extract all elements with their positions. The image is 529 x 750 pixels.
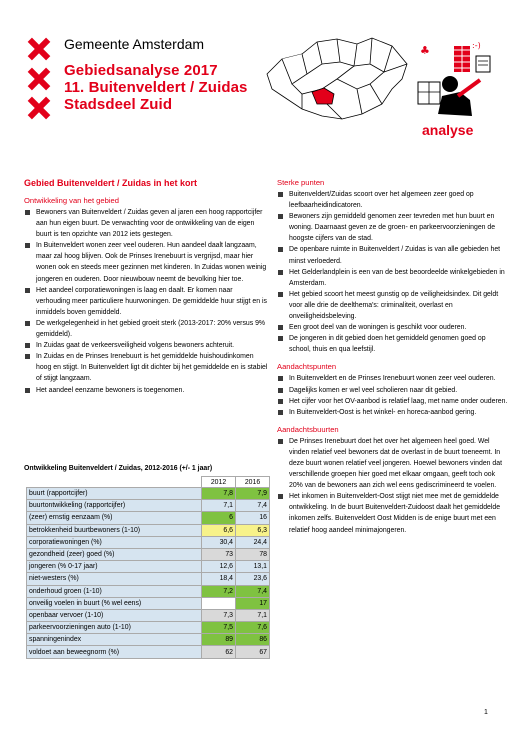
value-2012: 7,1	[202, 500, 236, 512]
value-2016: 13,1	[236, 561, 270, 573]
list-item: In Zuidas en de Prinses Irenebuurt is het gemiddelde huishoudinkomen hoog en stijgt. In Buitenveldert ligt dit dichter bij het gemiddelde en is stabiel of stijgt langzaam.	[24, 351, 268, 384]
x-mark-1-icon	[28, 38, 50, 60]
row-label: betrokkenheid buurtbewoners (1-10)	[27, 524, 202, 536]
row-label: (zeer) ernstig eenzaam (%)	[27, 512, 202, 524]
year-header-1: 2012	[202, 477, 236, 488]
left-column	[24, 178, 268, 403]
title-line-1: Gebiedsanalyse 2017	[64, 62, 218, 79]
value-2012: 7,8	[202, 488, 236, 500]
page-number: 1	[484, 709, 488, 716]
list-item: Het aandeel corporatiewoningen is laag en daalt. Er komen naar verhouding meer particuliere huurwoningen. De gemiddelde huur stijgt en is inmiddels boven gemiddeld.	[24, 285, 268, 318]
row-label: jongeren (% 0-17 jaar)	[27, 561, 202, 573]
row-label: openbaar vervoer (1-10)	[27, 609, 202, 621]
table-row	[27, 622, 270, 634]
value-2012: 62	[202, 646, 236, 658]
strong-points-heading: Sterke punten	[277, 178, 325, 187]
value-2012: 7,2	[202, 585, 236, 597]
list-item: In Buitenveldert wonen zeer veel ouderen. Hun aandeel daalt langzaam, maar zal hoog blijven. Ook de Prinses Irenebuurt is vergrijsd, maar hier wonen ook en steeds meer gezinnen met kinderen. In Zuidas wonen weinig jongeren en ouderen. Door nieuwbouw neemt de bevolking hier toe.	[24, 240, 268, 284]
gemeente-name: Gemeente Amsterdam	[64, 36, 205, 52]
list-item: In Zuidas gaat de verkeersveiligheid volgens bewoners achteruit.	[24, 340, 268, 351]
value-2016: 24,4	[236, 536, 270, 548]
value-2012: 73	[202, 548, 236, 560]
value-2012: 6,6	[202, 524, 236, 536]
table-row	[27, 548, 270, 560]
title-line-3: Stadsdeel Zuid	[64, 96, 173, 113]
development-list	[24, 207, 268, 396]
value-2016: 6,3	[236, 524, 270, 536]
table-row	[27, 561, 270, 573]
value-2012: 7,3	[202, 609, 236, 621]
table-row	[27, 536, 270, 548]
row-label: parkeervoorzieningen auto (1-10)	[27, 622, 202, 634]
value-2012	[202, 597, 236, 609]
table-row	[27, 585, 270, 597]
svg-text:♣: ♣	[420, 44, 430, 57]
list-item: Het Gelderlandplein is een van de best beoordeelde winkelgebieden in Amsterdam.	[277, 267, 509, 289]
value-2016: 7,6	[236, 622, 270, 634]
row-label: buurtontwikkeling (rapportcijfer)	[27, 500, 202, 512]
list-item: In Buitenveldert en de Prinses Irenebuurt wonen zeer veel ouderen.	[277, 373, 509, 384]
value-2016: 7,9	[236, 488, 270, 500]
row-label: onveilig voelen in buurt (% wel eens)	[27, 597, 202, 609]
list-item: Het cijfer voor het OV-aanbod is relatief laag, met name onder ouderen.	[277, 396, 509, 407]
row-label: buurt (rapportcijfer)	[27, 488, 202, 500]
value-2012: 7,5	[202, 622, 236, 634]
list-item: In Buitenveldert-Oost is het winkel- en horeca-aanbod gering.	[277, 407, 509, 418]
strong-points-list	[277, 189, 509, 355]
list-item: Dagelijks komen er wel veel scholieren naar dit gebied.	[277, 385, 509, 396]
value-2016: 86	[236, 634, 270, 646]
attention-neighbourhoods-list	[277, 436, 509, 536]
title-line-2: 11. Buitenveldert / Zuidas	[64, 79, 248, 96]
right-column	[277, 178, 509, 543]
row-label: gezondheid (zeer) goed (%)	[27, 548, 202, 560]
row-label: onderhoud groen (1-10)	[27, 585, 202, 597]
list-item: De jongeren in dit gebied doen het gemiddeld genomen goed op school, thuis en qua leefstijl.	[277, 333, 509, 355]
list-item: Bewoners van Buitenveldert / Zuidas geven al jaren een hoog rapportcijfer aan hun eigen buurt. De verwachting voor de ontwikkeling van de eigen buurt is ten opzichte van 2012 iets gestegen.	[24, 207, 268, 240]
list-item: De werkgelegenheid in het gebied groeit sterk (2013-2017: 20% versus 9% gemiddeld).	[24, 318, 268, 340]
attention-neighbourhoods-heading: Aandachtsbuurten	[277, 424, 339, 434]
list-item: Een groot deel van de woningen is geschikt voor ouderen.	[277, 322, 509, 333]
year-header-2: 2016	[236, 477, 270, 488]
table-title: Ontwikkeling Buitenveldert / Zuidas, 2012-2016 (+/- 1 jaar)	[24, 465, 213, 472]
district-map-icon	[262, 34, 412, 124]
table-row	[27, 634, 270, 646]
table-row	[27, 609, 270, 621]
x-mark-2-icon	[28, 68, 50, 90]
list-item: Buitenveldert/Zuidas scoort over het algemeen zeer goed op leefbaarheidindicatoren.	[277, 189, 509, 211]
list-item: Het aandeel eenzame bewoners is toegenomen.	[24, 385, 268, 396]
development-table	[26, 476, 270, 659]
value-2016: 78	[236, 548, 270, 560]
value-2016: 16	[236, 512, 270, 524]
table-row	[27, 646, 270, 658]
table-corner	[27, 477, 202, 488]
analyse-illustration-icon	[410, 34, 500, 134]
left-subheading: Ontwikkeling van het gebied	[24, 196, 119, 205]
value-2012: 6	[202, 512, 236, 524]
table-row	[27, 488, 270, 500]
row-label: niet-westers (%)	[27, 573, 202, 585]
table-row	[27, 597, 270, 609]
value-2012: 18,4	[202, 573, 236, 585]
row-label: corporatiewoningen (%)	[27, 536, 202, 548]
table-row	[27, 573, 270, 585]
value-2016: 7,4	[236, 585, 270, 597]
row-label: voldoet aan beweegnorm (%)	[27, 646, 202, 658]
value-2016: 7,1	[236, 609, 270, 621]
table-row	[27, 524, 270, 536]
list-item: Het gebied scoort het meest gunstig op de veiligheidsindex. Dit geldt voor alle drie de deelthema's: criminaliteit, overlast en onveiligheidsbeleving.	[277, 289, 509, 322]
value-2016: 17	[236, 597, 270, 609]
value-2012: 30,4	[202, 536, 236, 548]
list-item: De Prinses Irenebuurt doet het over het algemeen heel goed. Wel vinden relatief veel bewoners dat de overlast in de buurt toeneemt. In deze buurt wonen relatief veel jongeren. Hoewel bewoners vinden dat verschillende groepen hier goed met elkaar omgaan, geeft toch ook 20% van de bewoners aan zich wel eens gediscrimineerd te voelen.	[277, 436, 509, 491]
analyse-label: analyse	[422, 122, 474, 138]
table-row	[27, 512, 270, 524]
table-row	[27, 500, 270, 512]
attention-points-heading: Aandachtspunten	[277, 362, 337, 372]
svg-text::-): :-)	[472, 41, 481, 50]
value-2012: 12,6	[202, 561, 236, 573]
list-item: De openbare ruimte in Buitenveldert / Zuidas is van alle gebieden het minst verloederd.	[277, 244, 509, 266]
value-2016: 67	[236, 646, 270, 658]
value-2016: 23,6	[236, 573, 270, 585]
value-2012: 89	[202, 634, 236, 646]
row-label: spanningenindex	[27, 634, 202, 646]
attention-points-list	[277, 373, 509, 417]
list-item: Bewoners zijn gemiddeld genomen zeer tevreden met hun buurt en woning. Daarnaast geven ze de groen- en parkeervoorzieningen de hoogste cijfers van de stad.	[277, 211, 509, 244]
value-2016: 7,4	[236, 500, 270, 512]
list-item: Het inkomen in Buitenveldert-Oost stijgt niet mee met de gemiddelde ontwikkeling. In de buurt Buitenveldert-Zuidoost daalt het gemiddelde inkomen zelfs. Buitenveldert Oost Midden is de enige buurt met een relatief hoog aandeel minimajongeren.	[277, 491, 509, 535]
x-mark-3-icon	[28, 97, 50, 119]
left-heading: Gebied Buitenveldert / Zuidas in het kort	[24, 178, 198, 188]
